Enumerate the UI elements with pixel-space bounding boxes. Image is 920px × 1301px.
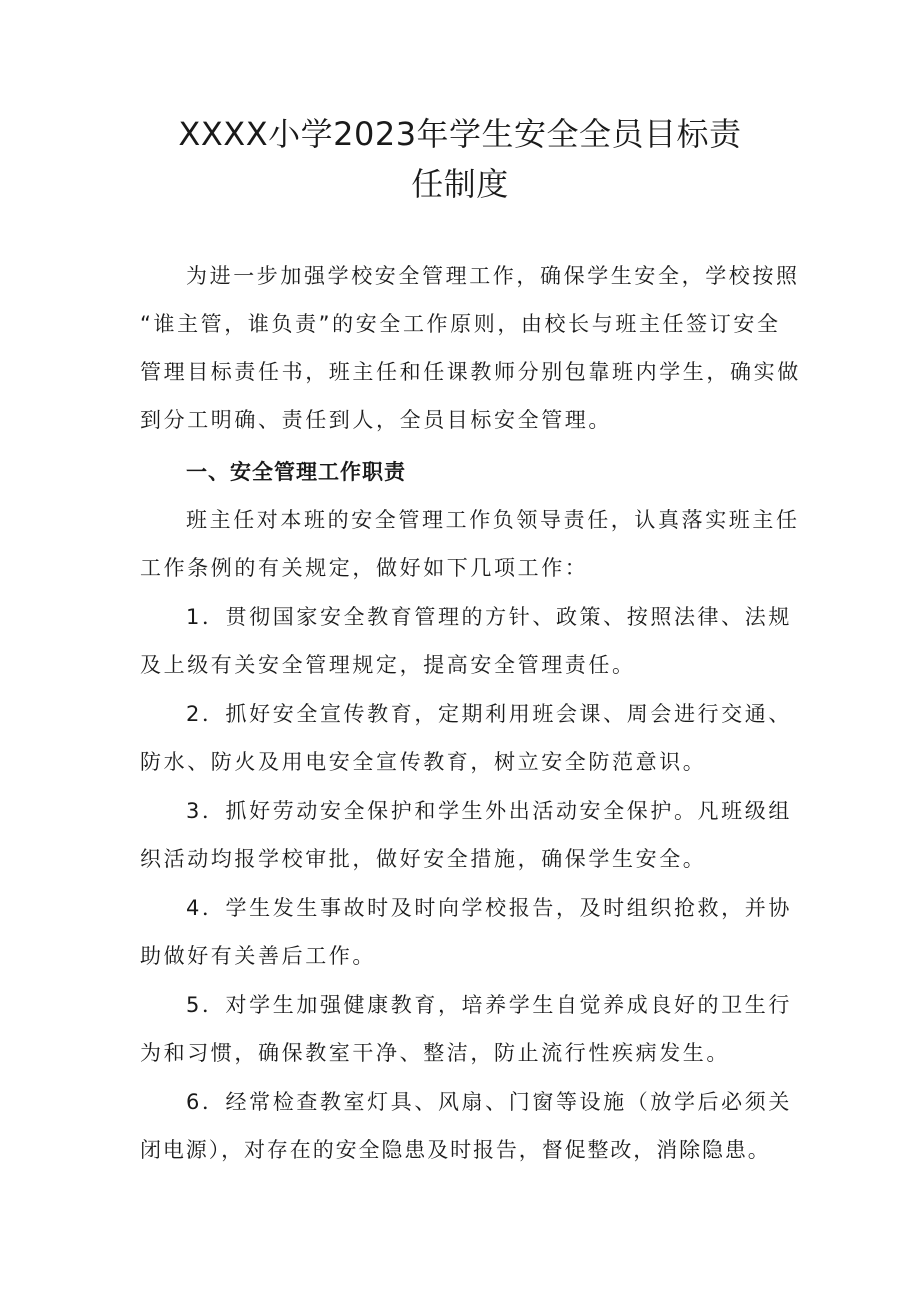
intro-line: “谁主管，谁负责”的安全工作原则，由校长与班主任签订安全 [140,312,781,336]
list-item [140,884,790,980]
document-title-line-1: XXXX小学2023年学生安全全员目标责 [178,115,742,153]
list-item-line: 6．经常检查教室灯具、风扇、门窗等设施（放学后必须关 [186,1090,792,1114]
list-item-line: 织活动均报学校审批，做好安全措施，确保学生安全。 [140,847,707,871]
list-item [140,593,790,689]
list-item-line: 2．抓好安全宣传教育，定期利用班会课、周会进行交通、 [186,702,792,726]
list-item [140,981,790,1077]
section-intro-line: 班主任对本班的安全管理工作负领导责任，认真落实班主任 [186,508,800,532]
section-intro-paragraph [140,496,800,592]
section-heading: 一、安全管理工作职责 [186,460,406,484]
list-item-line: 1．贯彻国家安全教育管理的方针、政策、按照法律、法规 [186,605,792,629]
list-item [140,690,790,786]
intro-paragraph [140,252,801,444]
list-item-line: 3．抓好劳动安全保护和学生外出活动安全保护。凡班级组 [186,799,792,823]
intro-line: 到分工明确、责任到人，全员目标安全管理。 [140,408,612,432]
list-item-line: 为和习惯，确保教室干净、整洁，防止流行性疾病发生。 [140,1041,730,1065]
list-item-line: 及上级有关安全管理规定，提高安全管理责任。 [140,653,636,677]
list-item [140,1078,790,1174]
intro-line: 为进一步加强学校安全管理工作，确保学生安全，学校按照 [186,264,800,288]
section-intro-line: 工作条例的有关规定，做好如下几项工作： [140,556,589,580]
document-title-line-2: 任制度 [411,165,509,203]
intro-line: 管理目标责任书，班主任和任课教师分别包靠班内学生，确实做 [140,360,801,384]
list-item-line: 4．学生发生事故时及时向学校报告，及时组织抢救，并协 [186,896,792,920]
list-item-line: 防水、防火及用电安全宣传教育，树立安全防范意识。 [140,750,707,774]
list-item-line: 5．对学生加强健康教育，培养学生自觉养成良好的卫生行 [186,993,792,1017]
list-item-line: 闭电源），对存在的安全隐患及时报告，督促整改，消除隐患。 [140,1138,771,1162]
list-item [140,787,790,883]
list-item-line: 助做好有关善后工作。 [140,944,376,968]
